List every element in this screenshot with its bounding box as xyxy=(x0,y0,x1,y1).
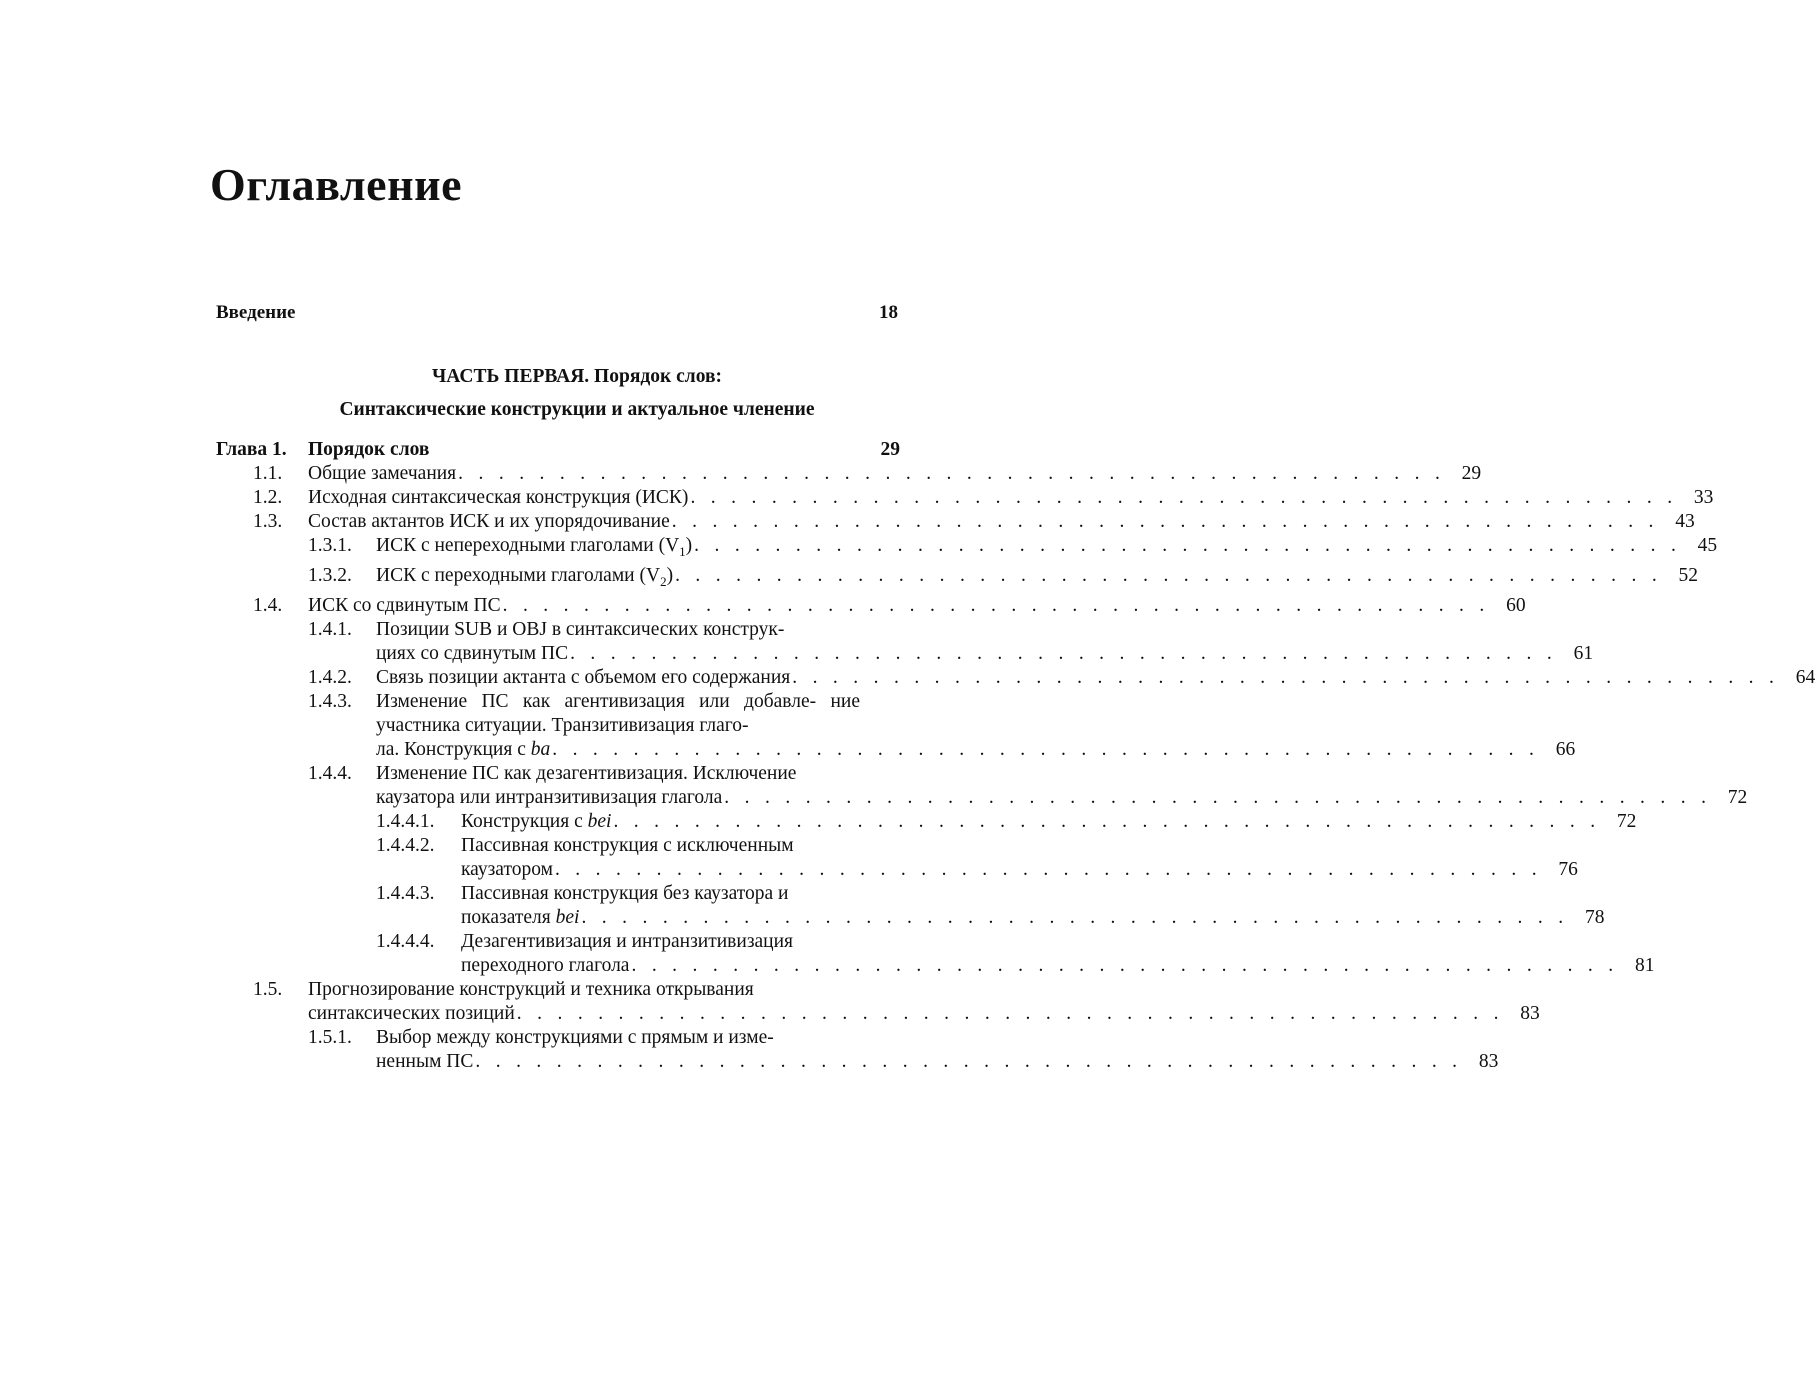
toc-entry-title-text: Позиции SUB и OBJ в синтаксических конструк- xyxy=(376,618,785,640)
toc-entry-page: 33 xyxy=(1693,487,1714,508)
toc-entry-title-text: Изменение ПС как агентивизация или добавле- ние участника ситуации. Транзитивизация глаго- xyxy=(376,690,860,736)
toc-entry-title-text: ИСК с непереходными глаголами (V xyxy=(376,535,680,556)
toc-entry-1-4-2[interactable] xyxy=(216,666,1815,690)
toc-entry-page: 78 xyxy=(1584,906,1605,928)
toc-entry-page: 64 xyxy=(1795,666,1815,688)
toc-leader-dots: . . . . . . . . . . . . . . . . . . . . . . . . . . . . . . . . . . . . . . . . . . . . . . . . . xyxy=(631,954,1619,976)
toc-entry-page: 83 xyxy=(1520,1002,1540,1024)
toc-entry-page: 52 xyxy=(1678,564,1699,586)
toc-leader-dots: . . . . . . . . . . . . . . . . . . . . . . . . . . . . . . . . . . . . . . . . . . . . . . . . . xyxy=(516,1002,1504,1024)
toc-entry-1-4-4-4[interactable] xyxy=(216,930,1655,978)
toc-leader-dots: . . . . . . . . . . . . . . . . . . . . . . . . . . . . . . . . . . . . . . . . . . . . . . . . . xyxy=(613,810,1601,832)
toc-entry-label: Введение xyxy=(216,302,296,323)
toc-entry-number: 1.2. xyxy=(253,487,283,508)
toc-entry-1-4-4-1[interactable] xyxy=(216,810,1637,834)
toc-entry-1-4[interactable] xyxy=(216,594,1526,618)
toc-entry-title: синтаксических позиций xyxy=(308,1002,515,1024)
toc-entry-number: 1.4.4.1. xyxy=(376,810,435,832)
toc-entry-subscript: 1 xyxy=(679,543,686,559)
toc-entry-title: Состав актантов ИСК и их упорядочивание xyxy=(308,511,670,532)
toc-entry-title: переходного глагола xyxy=(461,954,630,976)
page-title: Оглавление xyxy=(210,159,463,210)
toc-entry-page: 76 xyxy=(1558,858,1578,880)
toc-entry-number: 1.1. xyxy=(253,463,283,484)
toc-entry-italic-term: ba xyxy=(530,738,551,760)
toc-entry-number: 1.3. xyxy=(253,511,283,532)
toc-entry-number: 1.4. xyxy=(253,594,283,616)
toc-entry-1-4-1[interactable] xyxy=(216,618,1594,666)
toc-entry-1-3-2[interactable] xyxy=(216,564,1699,594)
toc-entry-1-3[interactable] xyxy=(216,510,1695,534)
toc-entry-page: 60 xyxy=(1506,594,1526,616)
toc-entry-1-4-4[interactable] xyxy=(216,762,1748,810)
toc-entry-title-text: Прогнозирование конструкций и техника открывания xyxy=(308,978,754,1000)
toc-entry-italic-term: bei xyxy=(555,906,580,928)
toc-leader-dots: . . . . . . . . . . . . . . . . . . . . . . . . . . . . . . . . . . . . . . . . . . . . . . . . . xyxy=(570,642,1558,664)
toc-entry-title xyxy=(376,738,552,762)
toc-entry-page: 43 xyxy=(1675,511,1695,532)
toc-entry-title-text: ИСК с переходными глаголами (V xyxy=(376,564,661,586)
toc-entry-introduction[interactable] xyxy=(216,302,898,324)
toc-entry-title: Общие замечания xyxy=(308,463,457,484)
toc-leader-dots: . . . . . . . . . . . . . . . . . . . . . . . . . . . . . . . . . . . . . . . . . . . . . . . . . xyxy=(552,738,1540,760)
toc-entry-number: 1.4.2. xyxy=(308,666,352,688)
toc-entry-page: 18 xyxy=(879,302,898,323)
toc-entry-page: 66 xyxy=(1555,738,1576,760)
toc-entry-title xyxy=(461,906,581,930)
toc-entry-title-text: Конструкция с xyxy=(461,810,583,832)
toc-entry-page: 61 xyxy=(1573,642,1594,664)
toc-entry-title-text: ла. Конструкция с xyxy=(376,738,526,760)
toc-entry-page: 81 xyxy=(1634,954,1655,976)
toc-leader-dots: . . . . . . . . . . . . . . . . . . . . . . . . . . . . . . . . . . . . . . . . . . . . . . . . . xyxy=(581,906,1569,928)
toc-entry-page: 45 xyxy=(1697,535,1718,556)
toc-entry-1-2[interactable] xyxy=(216,486,1714,510)
toc-leader-dots: . . . . . . . . . . . . . . . . . . . . . . . . . . . . . . . . . . . . . . . . . . . . . . . . . xyxy=(724,786,1712,808)
toc-leader-dots: . . . . . . . . . . . . . . . . . . . . . . . . . . . . . . . . . . . . . . . . . . . . . . . . . xyxy=(475,1050,1463,1072)
toc-entry-title-text: Дезагентивизация и интранзитивизация xyxy=(461,930,794,952)
toc-entry-chapter-1[interactable] xyxy=(216,438,908,462)
toc-entry-title-text: ) xyxy=(666,564,674,586)
toc-entry-title xyxy=(461,810,613,834)
toc-entry-1-4-3[interactable] xyxy=(216,690,1576,762)
toc-leader-dots: . . . . . . . . . . . . . . . . . . . . . . . . . . . . . . . . . . . . . . . . . . . . . . . . . xyxy=(694,535,1682,556)
toc-entry-title-text: Пассивная конструкция с исключенным xyxy=(461,834,794,856)
toc-leader-dots: . . . . . . . . . . . . . . . . . . . . . . . . . . . . . . . . . . . . . . . . . . . . . . . . . xyxy=(690,487,1678,508)
toc-leader-dots: . . . . . . . . . . . . . . . . . . . . . . . . . . . . . . . . . . . . . . . . . . . . . . . . . xyxy=(671,511,1659,532)
toc-entry-1-4-4-3[interactable] xyxy=(216,882,1605,930)
toc-entry-title: каузатора или интранзитивизация глагола xyxy=(376,786,723,808)
toc-entry-page: 29 xyxy=(1461,463,1482,484)
toc-leader-dots: . . . . . . . . . . . . . . . . . . . . . . . . . . . . . . . . . . . . . . . . . . . . . . . . . xyxy=(792,666,1780,688)
toc-leader-dots: . . . . . . . . . . . . . . . . . . . . . . . . . . . . . . . . . . . . . . . . . . . . . . . . . xyxy=(458,463,1446,484)
table-of-contents xyxy=(216,438,1815,1074)
toc-entry-title-text: ) xyxy=(685,535,693,556)
toc-entry-number: 1.3.2. xyxy=(308,564,352,586)
toc-entry-title: ненным ПС xyxy=(376,1050,474,1072)
toc-entry-title: циях со сдвинутым ПС xyxy=(376,642,569,664)
toc-entry-number: 1.3.1. xyxy=(308,535,352,556)
toc-leader-dots: . . . . . . . . . . . . . . . . . . . . . . . . . . . . . . . . . . . . . . . . . . . . . . . . . xyxy=(554,858,1542,880)
toc-entry-page: 83 xyxy=(1478,1050,1499,1072)
toc-entry-title: каузатором xyxy=(461,858,553,880)
part-heading-line: Синтаксические конструкции и актуальное членение xyxy=(339,399,815,420)
toc-entry-title-text: Выбор между конструкциями с прямым и изме- xyxy=(376,1026,774,1048)
toc-entry-title-text: Пассивная конструкция без каузатора и xyxy=(461,882,789,904)
part-heading xyxy=(216,360,938,426)
toc-entry-1-4-4-2[interactable] xyxy=(216,834,1578,882)
toc-entry-1-1[interactable] xyxy=(216,462,1482,486)
toc-entry-number: 1.4.1. xyxy=(308,618,352,640)
toc-leader-dots: . . . . . . . . . . . . . . . . . . . . . . . . . . . . . . . . . . . . . . . . . . . . . . . . . xyxy=(502,594,1490,616)
toc-entry-italic-term: bei xyxy=(587,810,612,832)
toc-entry-title-text: Изменение ПС как дезагентивизация. Исключение xyxy=(376,762,797,784)
toc-entry-title-text: показателя xyxy=(461,906,551,928)
part-heading-line: ЧАСТЬ ПЕРВАЯ. Порядок слов: xyxy=(432,366,722,387)
toc-entry-number: Глава 1. xyxy=(216,439,287,460)
toc-entry-number: 1.4.4.3. xyxy=(376,882,435,904)
toc-entry-page: 29 xyxy=(880,439,900,460)
toc-leader-dots: . . . . . . . . . . . . . . . . . . . . . . . . . . . . . . . . . . . . . . . . . . . . . . . . . xyxy=(675,564,1663,586)
toc-entry-number: 1.5.1. xyxy=(308,1026,352,1048)
toc-entry-number: 1.4.4.4. xyxy=(376,930,435,952)
toc-entry-title: Порядок слов xyxy=(308,439,430,460)
toc-entry-title xyxy=(376,534,694,564)
toc-entry-title: Исходная синтаксическая конструкция (ИСК) xyxy=(308,487,689,508)
toc-entry-number: 1.4.4.2. xyxy=(376,834,435,856)
toc-entry-title: Связь позиции актанта с объемом его содержания xyxy=(376,666,791,688)
toc-entry-title: ИСК со сдвинутым ПС xyxy=(308,594,501,616)
toc-entry-1-5[interactable] xyxy=(216,978,1540,1026)
toc-entry-page: 72 xyxy=(1727,786,1748,808)
toc-entry-page: 72 xyxy=(1616,810,1637,832)
toc-entry-number: 1.4.4. xyxy=(308,762,352,784)
toc-entry-number: 1.5. xyxy=(253,978,283,1000)
toc-entry-1-3-1[interactable] xyxy=(216,534,1718,564)
toc-entry-number: 1.4.3. xyxy=(308,690,352,712)
toc-entry-title xyxy=(376,564,675,594)
toc-entry-1-5-1[interactable] xyxy=(216,1026,1499,1074)
toc-entry-subscript: 2 xyxy=(660,573,667,589)
